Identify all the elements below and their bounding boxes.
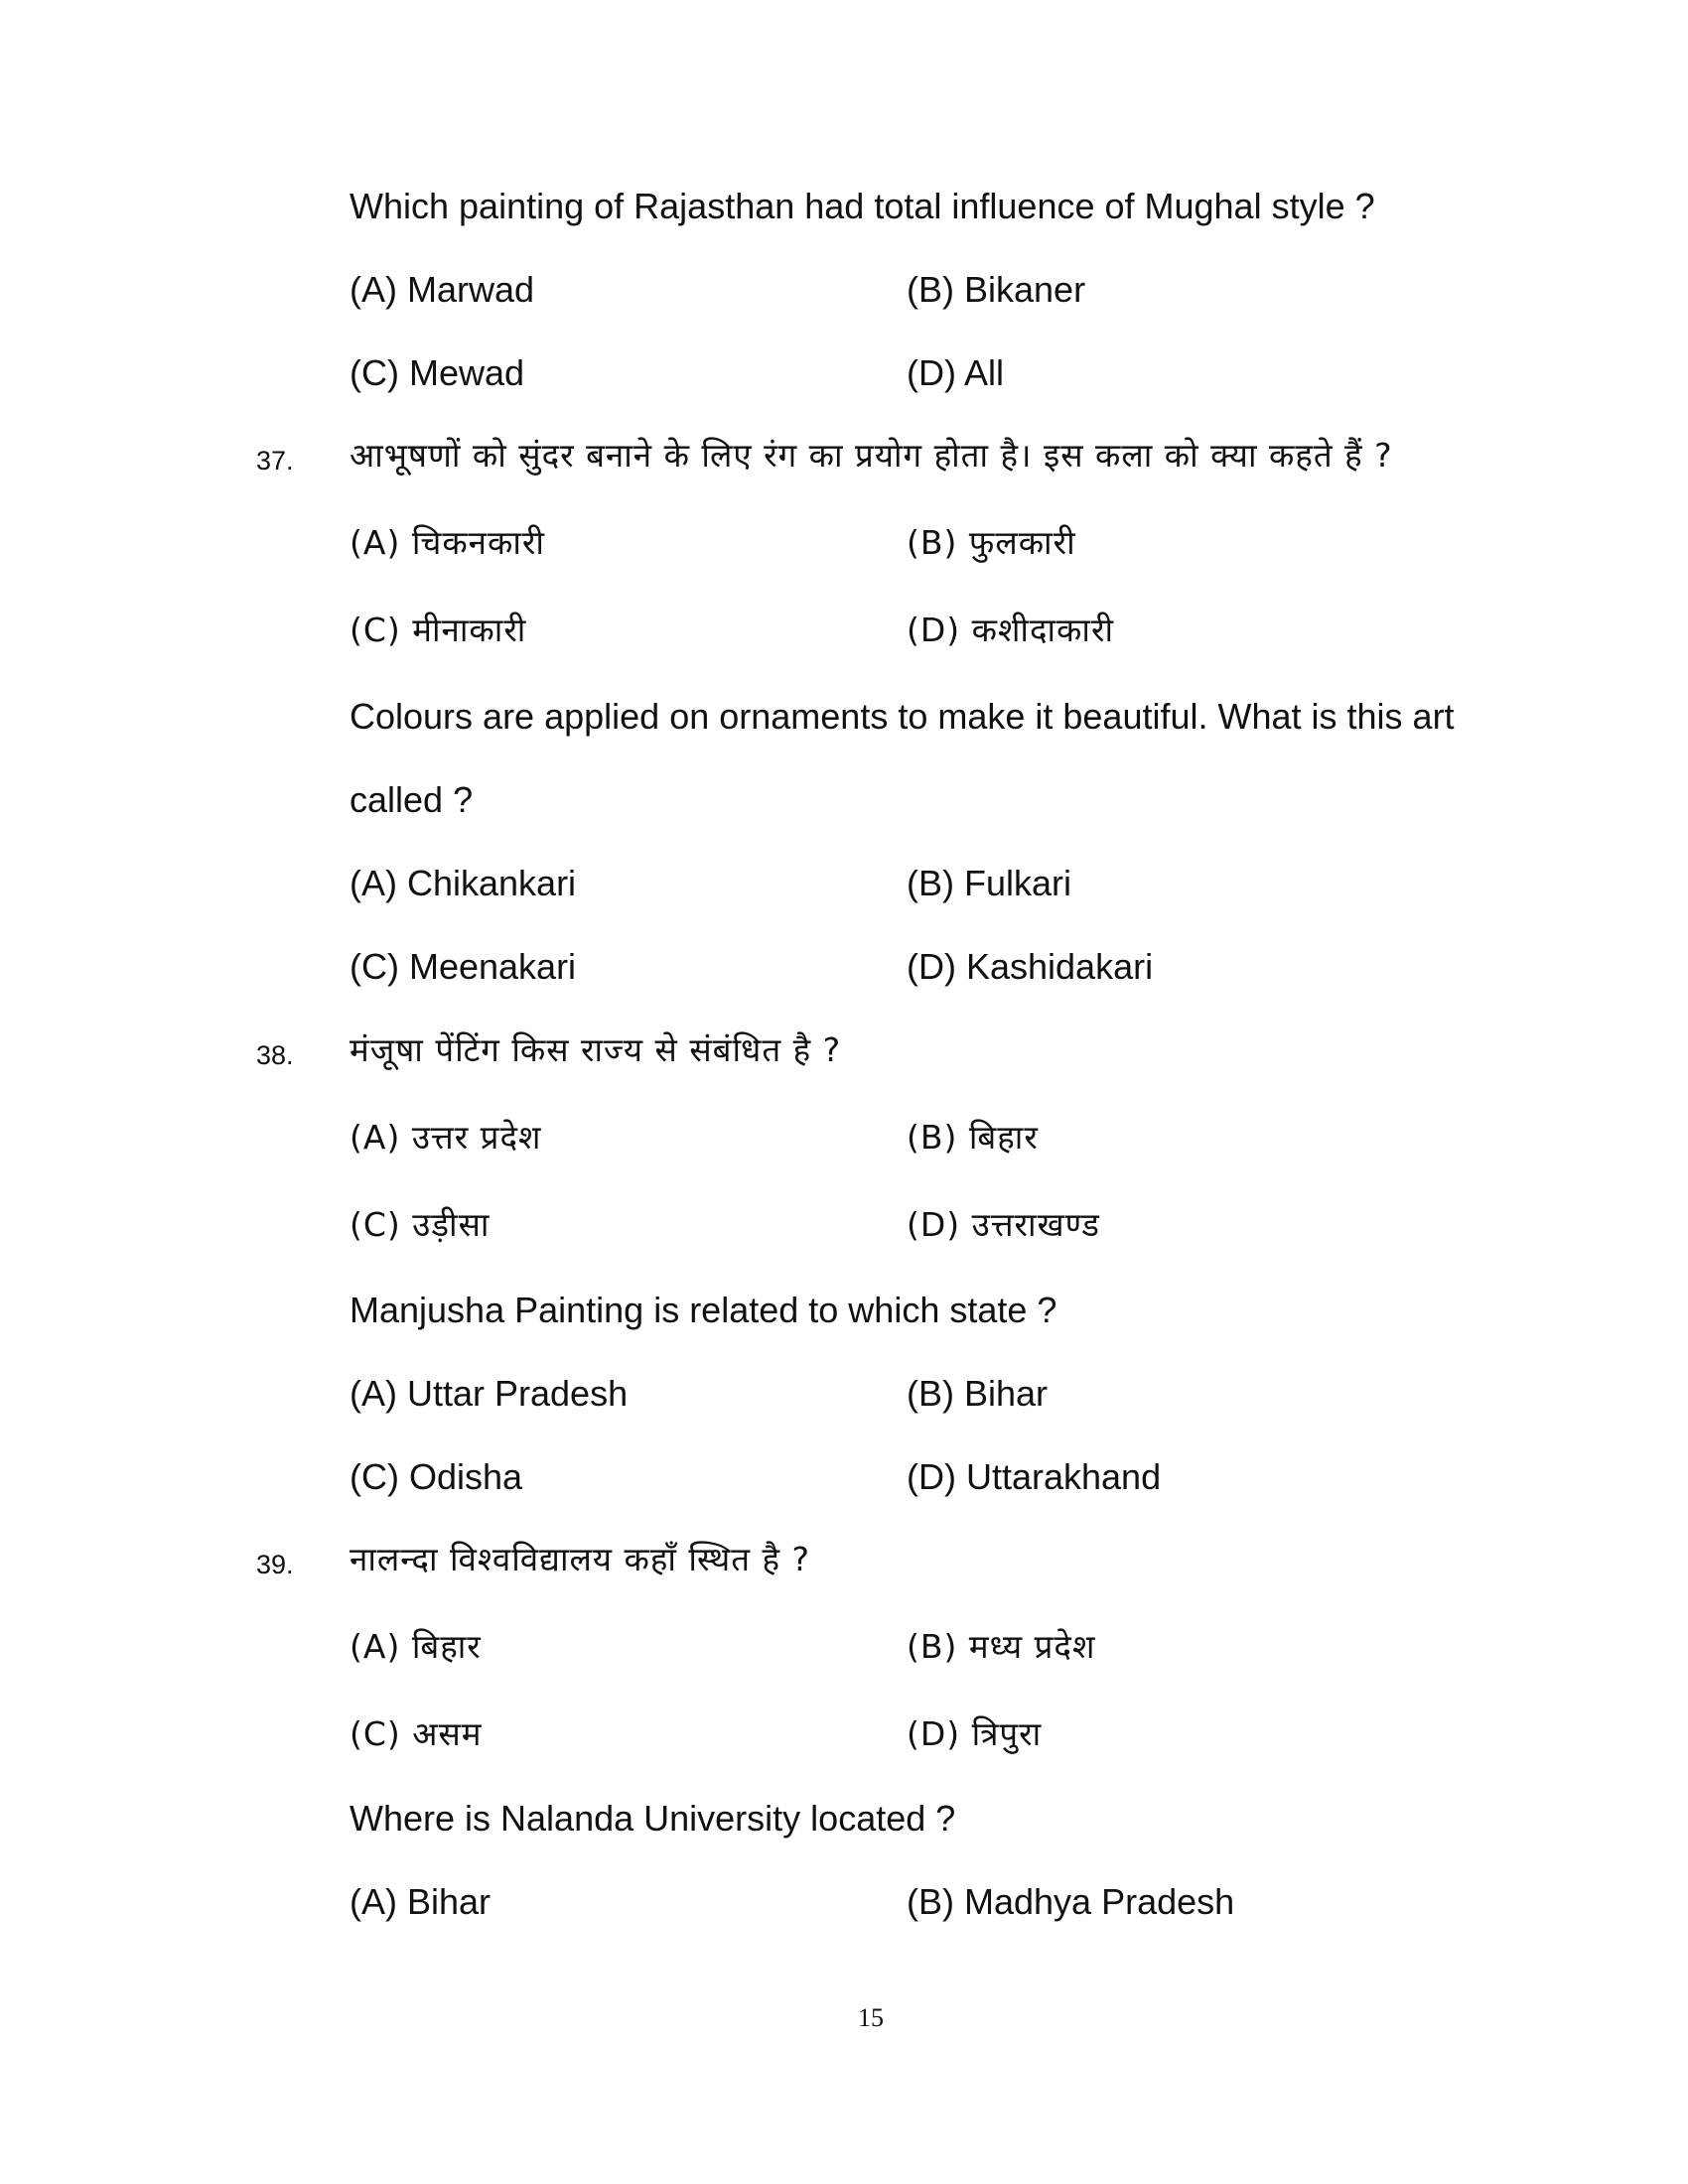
q37-option-c-hi: (C) मीनाकारी [350, 611, 527, 649]
q39-number: 39. [256, 1550, 294, 1579]
q39-question-hi: नालन्दा विश्वविद्यालय कहाँ स्थित है ? [350, 1540, 811, 1578]
q38-number: 38. [256, 1040, 294, 1070]
q36-option-b-en: (B) Bikaner [907, 269, 1086, 310]
q37-option-b-hi: (B) फुलकारी [907, 523, 1076, 562]
page-number: 15 [858, 2003, 884, 2032]
q37-question-en-line2: called ? [350, 779, 474, 820]
q37-option-d-hi: (D) कशीदाकारी [907, 611, 1114, 649]
q37-option-b-en: (B) Fulkari [907, 863, 1072, 903]
q39-option-a-en: (A) Bihar [350, 1881, 492, 1922]
q38-question-en: Manjusha Painting is related to which state ? [350, 1290, 1057, 1330]
q39-option-c-hi: (C) असम [350, 1714, 483, 1753]
q37-option-c-en: (C) Meenakari [350, 946, 577, 987]
q39-option-b-hi: (B) मध्य प्रदेश [907, 1627, 1096, 1666]
q37-option-a-en: (A) Chikankari [350, 863, 577, 903]
q37-number: 37. [256, 446, 294, 476]
q39-option-b-en: (B) Madhya Pradesh [907, 1881, 1235, 1922]
q37-option-a-hi: (A) चिकनकारी [350, 523, 545, 562]
q36-option-c-en: (C) Mewad [350, 352, 525, 393]
q37-question-hi: आभूषणों को सुंदर बनाने के लिए रंग का प्रयोग होता है। इस कला को क्या कहते हैं ? [350, 436, 1393, 475]
q38-option-b-hi: (B) बिहार [907, 1118, 1039, 1157]
q39-option-a-hi: (A) बिहार [350, 1627, 482, 1666]
q38-option-d-en: (D) Uttarakhand [907, 1456, 1162, 1497]
q39-option-d-hi: (D) त्रिपुरा [907, 1714, 1043, 1753]
q38-option-c-en: (C) Odisha [350, 1456, 523, 1497]
q36-option-d-en: (D) All [907, 352, 1004, 393]
q36-question-en: Which painting of Rajasthan had total influence of Mughal style ? [350, 186, 1375, 226]
q38-option-c-hi: (C) उड़ीसा [350, 1205, 491, 1244]
q39-question-en: Where is Nalanda University located ? [350, 1798, 956, 1839]
q38-option-d-hi: (D) उत्तराखण्ड [907, 1205, 1100, 1244]
q37-question-en-line1: Colours are applied on ornaments to make it beautiful. What is this art [350, 696, 1455, 737]
q38-option-a-hi: (A) उत्तर प्रदेश [350, 1118, 542, 1157]
q38-option-a-en: (A) Uttar Pradesh [350, 1373, 629, 1414]
q36-option-a-en: (A) Marwad [350, 269, 535, 310]
q38-option-b-en: (B) Bihar [907, 1373, 1049, 1414]
q37-option-d-en: (D) Kashidakari [907, 946, 1154, 987]
q38-question-hi: मंजूषा पेंटिंग किस राज्य से संबंधित है ? [350, 1030, 842, 1069]
